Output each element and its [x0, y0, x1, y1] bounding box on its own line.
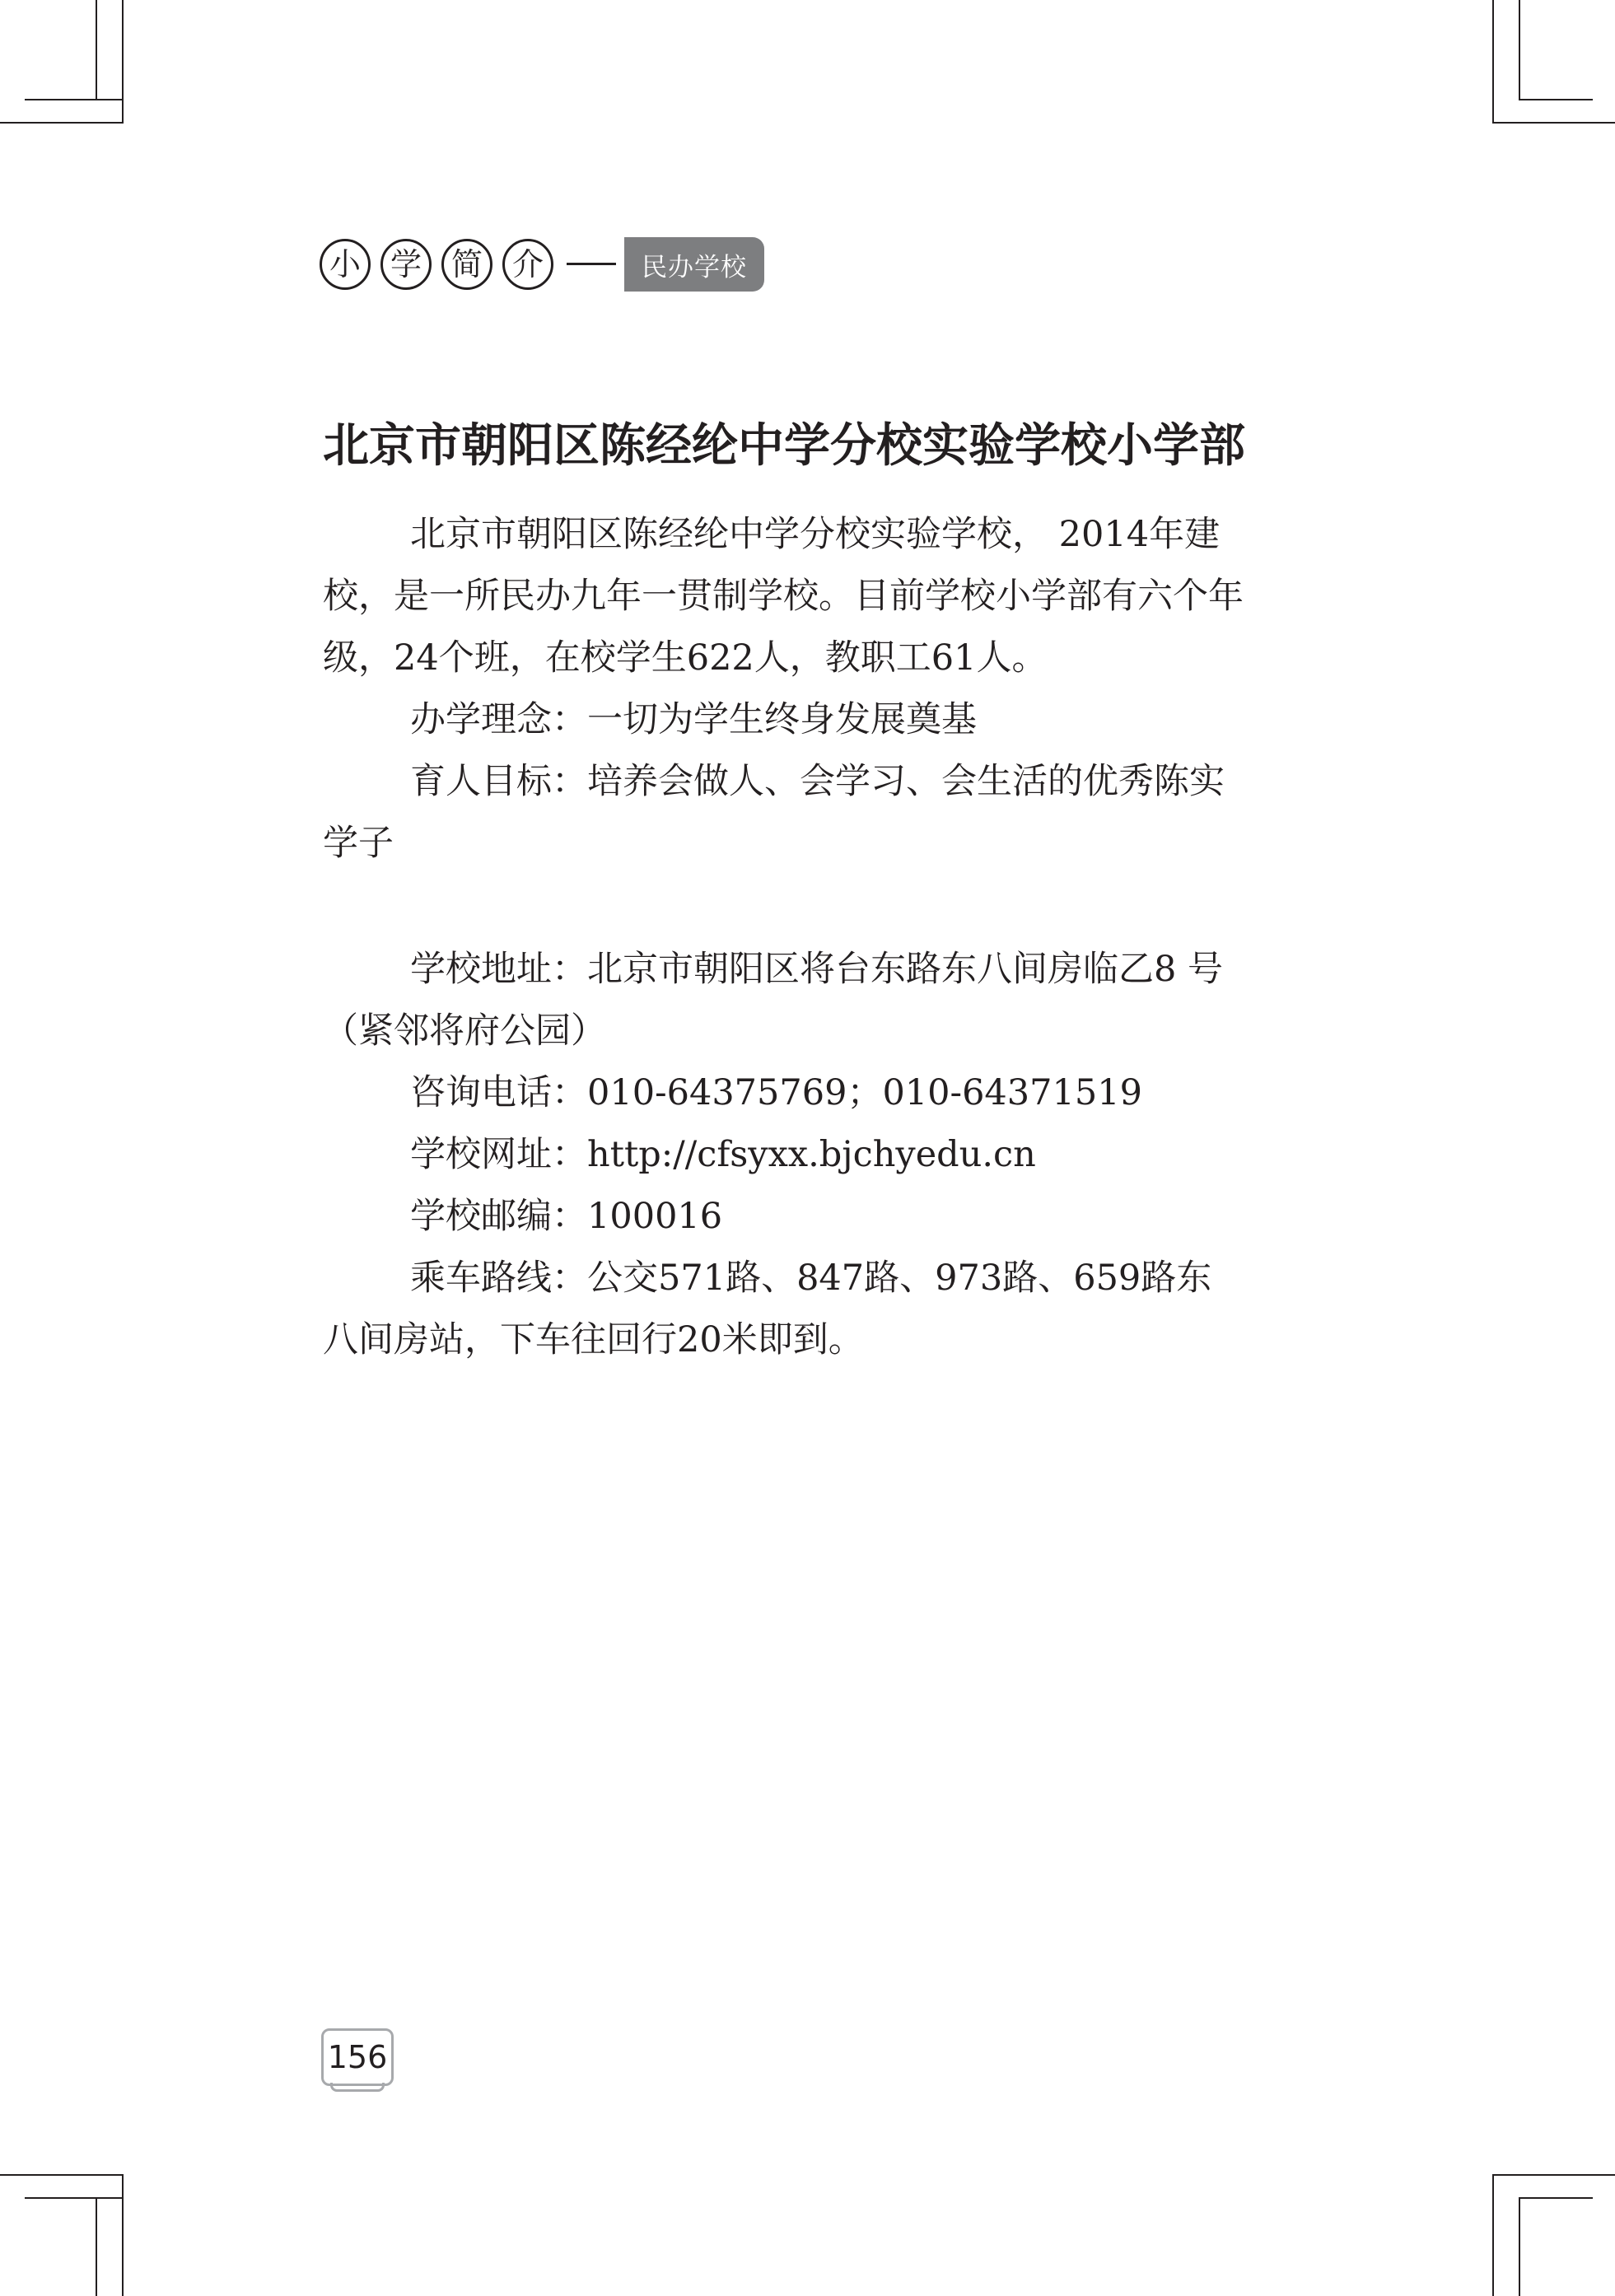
header-circled-char: 介 — [502, 239, 553, 290]
crop-mark — [0, 2174, 124, 2176]
postcode-line: 学校邮编：100016 — [410, 1196, 723, 1237]
crop-mark — [1519, 2197, 1593, 2199]
crop-mark — [1519, 2197, 1520, 2296]
phone-line: 咨询电话：010-64375769；010-64371519 — [410, 1072, 1142, 1113]
crop-mark — [122, 2174, 124, 2296]
crop-mark — [25, 2197, 122, 2199]
header-circled-char: 小 — [320, 239, 371, 290]
philosophy-line: 办学理念：一切为学生终身发展奠基 — [410, 699, 977, 740]
intro-section — [323, 504, 1245, 875]
crop-mark — [1492, 2174, 1615, 2176]
crop-mark — [1492, 122, 1615, 124]
header-category-tag: 民办学校 — [624, 237, 764, 292]
crop-mark — [1492, 0, 1494, 124]
header-connector-line — [567, 263, 616, 265]
page-title: 北京市朝阳区陈经纶中学分校实验学校小学部 — [323, 419, 1245, 473]
page-number: 156 — [321, 2028, 394, 2086]
crop-mark — [1519, 99, 1593, 100]
crop-mark — [25, 99, 122, 100]
contact-section — [323, 939, 1245, 1371]
crop-mark — [96, 2197, 97, 2296]
crop-mark — [122, 0, 124, 124]
crop-mark — [96, 0, 97, 99]
crop-mark — [0, 122, 124, 124]
goal-paragraph: 育人目标：培养会做人、会学习、会生活的优秀陈实学子 — [323, 761, 1225, 864]
crop-mark — [1492, 2174, 1494, 2296]
intro-paragraph: 北京市朝阳区陈经纶中学分校实验学校， 2014年建校，是一所民办九年一贯制学校。目前学校小学部有六个年级，24个班，在校学生622人，教职工61人。 — [323, 514, 1244, 679]
header-circled-char: 学 — [380, 239, 432, 290]
address-line: 学校地址：北京市朝阳区将台东路东八间房临乙8 号（紧邻将府公园） — [323, 949, 1224, 1052]
header-circled-char: 简 — [441, 239, 492, 290]
transit-line: 乘车路线：公交571路、847路、973路、659路东八间房站，下车往回行20米即到。 — [323, 1258, 1212, 1360]
website-line: 学校网址：http://cfsyxx.bjchyedu.cn — [410, 1134, 1036, 1175]
crop-mark — [1519, 0, 1520, 99]
